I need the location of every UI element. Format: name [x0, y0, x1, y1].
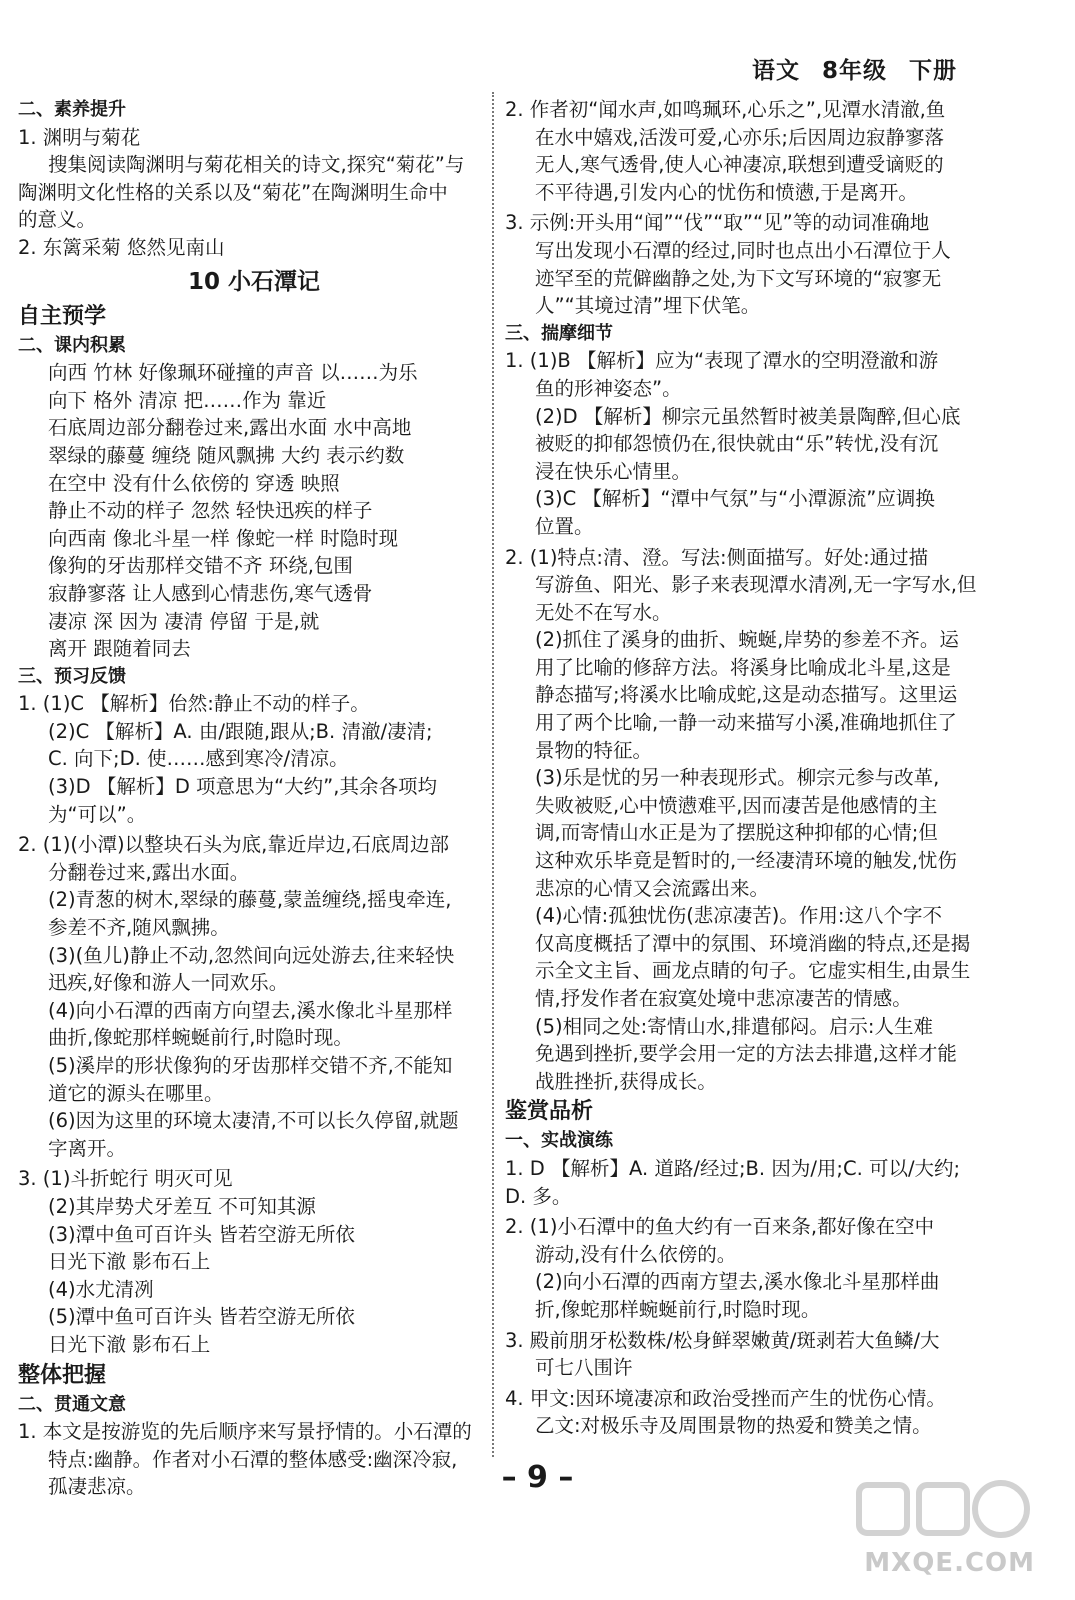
answer-line: 2. (1)小石潭中的鱼大约有一百来条,都好像在空中	[505, 1215, 935, 1239]
header-grade: 8年级	[821, 58, 887, 84]
answer-line: 位置。	[535, 514, 594, 538]
answer-line: (3)(鱼儿)静止不动,忽然间向远处游去,往来轻快	[48, 943, 455, 967]
answer-line: 为“可以”。	[48, 802, 147, 826]
answer-line: 特点:幽静。作者对小石潭的整体感受:幽深冷寂,	[48, 1447, 458, 1471]
answer-line: 不平待遇,引发内心的忧伤和愤懑,于是离开。	[535, 180, 918, 204]
header-volume: 下册	[909, 58, 957, 84]
answer-line: 1. (1)B 【解析】应为“表现了潭水的空明澄澈和游	[505, 349, 939, 373]
answer-line: 3. 示例:开头用“闻”“伐”“取”“见”等的动词准确地	[505, 211, 930, 235]
page-header	[730, 52, 957, 85]
answer-line: 写出发现小石潭的经过,同时也点出小石潭位于人	[535, 238, 951, 262]
answer-line: 这种欢乐毕竟是暂时的,一经凄清环境的触发,忧伤	[535, 849, 957, 873]
watermark-text: MXQE.COM	[864, 1548, 1035, 1578]
text-line: 像狗的牙齿那样交错不齐 环绕,包围	[48, 554, 353, 578]
answer-line: (5)溪岸的形状像狗的牙齿那样交错不齐,不能知	[48, 1054, 453, 1077]
header-subject: 语文	[751, 58, 800, 84]
answer-line: 战胜挫折,获得成长。	[535, 1069, 717, 1093]
answer-line: (3)乐是忧的另一种表现形式。柳宗元参与改革,	[535, 766, 940, 790]
answer-line: (3)D 【解析】D 项意思为“大约”,其余各项均	[48, 775, 437, 799]
answer-line: 折,像蛇那样蜿蜒前行,时隐时现。	[535, 1297, 821, 1321]
answer-line: 调,而寄情山水正是为了摆脱这种抑郁的心情;但	[535, 821, 938, 845]
answer-line: 4. 甲文:因环境凄凉和政治受挫而产生的忧伤心情。	[505, 1386, 946, 1410]
answer-line: 鱼的形神姿态”。	[535, 376, 682, 400]
left-column	[18, 96, 490, 1501]
answer-line: (2)C 【解析】A. 由/跟随,跟从;B. 清澈/凄清;	[48, 719, 433, 743]
right-column	[505, 96, 977, 1440]
answer-line: 在水中嬉戏,活泼可爱,心亦乐;后因周边寂静寥落	[535, 125, 944, 149]
section-heading: 一、实战演练	[505, 1130, 613, 1152]
answer-line: 无人,寒气透骨,使人心神凄凉,联想到遭受谪贬的	[535, 153, 944, 177]
answer-line: 写游鱼、阳光、影子来表现潭水清冽,无一字写水,但	[535, 573, 977, 597]
answer-line: (2)其岸势犬牙差互 不可知其源	[48, 1194, 316, 1218]
text-line: 凄凉 深 因为 凄清 停留 于是,就	[48, 609, 320, 633]
answer-line: 景物的特征。	[535, 738, 653, 762]
answer-line: 用了两个比喻,一静一动来描写小溪,准确地抓住了	[535, 711, 957, 735]
section-heading: 三、预习反馈	[18, 665, 126, 687]
answer-line: (4)向小石潭的西南方向望去,溪水像北斗星那样	[48, 998, 453, 1022]
answer-line: 道它的源头在哪里。	[48, 1081, 224, 1105]
answer-line: (5)潭中鱼可百许头 皆若空游无所依	[48, 1305, 355, 1329]
answer-line: 仅高度概括了潭中的氛围、环境消幽的特点,还是揭	[535, 931, 971, 955]
part-heading: 鉴赏品析	[505, 1099, 594, 1125]
answer-line: 日光下澈 影布石上	[48, 1250, 211, 1274]
answer-line: 游动,没有什么依傍的。	[535, 1242, 737, 1266]
text-line: 1. 渊明与菊花	[18, 125, 141, 149]
section-heading: 二、课内积累	[18, 334, 126, 356]
answer-line: 失败被贬,心中愤懑难平,因而凄苦是他感情的主	[535, 793, 938, 817]
text-line: 的意义。	[18, 208, 97, 232]
answer-line: 字离开。	[48, 1136, 127, 1160]
text-line: 搜集阅读陶渊明与菊花相关的诗文,探究“菊花”与	[48, 153, 465, 177]
answer-line: (3)C 【解析】“潭中气氛”与“小潭源流”应调换	[535, 487, 935, 511]
answer-line: 2. (1)特点:清、澄。写法:侧面描写。好处:通过描	[505, 545, 929, 569]
answer-line: 1. 本文是按游览的先后顺序来写景抒情的。小石潭的	[18, 1420, 472, 1444]
answer-line: 2. 作者初“闻水声,如鸣珮环,心乐之”,见潭水清澈,鱼	[505, 98, 946, 121]
answer-line: 3. (1)斗折蛇行 明灭可见	[18, 1167, 233, 1191]
answer-line: 情,抒发作者在寂寞处境中悲凉凄苦的情感。	[535, 987, 912, 1010]
answer-line: 人”“其境过清”埋下伏笔。	[535, 294, 761, 318]
text-line: 翠绿的藤蔓 缠绕 随风飘拂 大约 表示约数	[48, 443, 405, 467]
answer-line: 曲折,像蛇那样蜿蜒前行,时隐时现。	[48, 1026, 353, 1050]
answer-line: (2)向小石潭的西南方望去,溪水像北斗星那样曲	[535, 1270, 940, 1294]
text-line: 石底周边部分翻卷过来,露出水面 水中高地	[48, 416, 412, 440]
answer-line: 迹罕至的荒僻幽静之处,为下文写环境的“寂寥无	[535, 266, 942, 290]
answer-line: 分翻卷过来,露出水面。	[48, 860, 250, 884]
answer-line: 浸在快乐心情里。	[535, 459, 692, 483]
text-line: 向下 格外 清凉 把……作为 靠近	[48, 388, 327, 412]
column-divider	[492, 92, 494, 1457]
answer-line: 示全文主旨、画龙点睛的句子。它虚实相生,由景生	[535, 959, 971, 983]
answer-line: 静态描写;将溪水比喻成蛇,这是动态描写。这里运	[535, 683, 958, 707]
answer-line: 免遇到挫折,要学会用一定的方法去排遣,这样才能	[535, 1042, 957, 1066]
lesson-title: 10 小石潭记	[187, 268, 320, 295]
text-line: 静止不动的样子 忽然 轻快迅疾的样子	[48, 499, 373, 523]
answer-line: (2)抓住了溪身的曲折、蜿蜒,岸势的参差不齐。运	[535, 628, 959, 652]
answer-line: 无处不在写水。	[535, 600, 672, 624]
answer-line: 2. (1)(小潭)以整块石头为底,靠近岸边,石底周边部	[18, 833, 450, 857]
answer-line: 1. D 【解析】A. 道路/经过;B. 因为/用;C. 可以/大约;	[505, 1156, 961, 1180]
answer-line: D. 多。	[505, 1184, 572, 1208]
answer-line: (4)水尤清冽	[48, 1277, 154, 1301]
answer-line: 乙文:对极乐寺及周围景物的热爱和赞美之情。	[535, 1414, 932, 1438]
answer-line: (2)青葱的树木,翠绿的藤蔓,蒙盖缠绕,摇曳牵连,	[48, 888, 452, 912]
answer-line: 日光下澈 影布石上	[48, 1332, 211, 1356]
part-heading: 整体把握	[18, 1362, 107, 1388]
answer-line: 参差不齐,随风飘拂。	[48, 916, 230, 940]
answer-line: 孤凄悲凉。	[48, 1475, 146, 1499]
answer-line: 可七八围许	[535, 1356, 633, 1380]
page-number: – 9 –	[501, 1460, 574, 1495]
text-line: 离开 跟随着同去	[48, 637, 191, 661]
answer-line: 3. 殿前朋牙松数株/松身鲜翠嫩黄/斑剥若大鱼鳞/大	[505, 1328, 940, 1352]
answer-line: (4)心情:孤独忧伤(悲凉凄苦)。作用:这八个字不	[535, 904, 942, 928]
section-heading: 三、揣摩细节	[505, 322, 613, 344]
text-line: 向西 竹林 好像珮环碰撞的声音 以……为乐	[48, 361, 418, 385]
text-line: 陶渊明文化性格的关系以及“菊花”在陶渊明生命中	[18, 180, 448, 204]
answer-line: (3)潭中鱼可百许头 皆若空游无所依	[48, 1222, 355, 1246]
answer-line: 迅疾,好像和游人一同欢乐。	[48, 971, 289, 995]
section-heading: 二、贯通文意	[18, 1393, 126, 1415]
answer-line: 用了比喻的修辞方法。将溪身比喻成北斗星,这是	[535, 655, 951, 679]
answer-line: 被贬的抑郁怨愤仍在,很快就由“乐”转忧,没有沉	[535, 432, 939, 456]
section-heading: 二、素养提升	[18, 99, 126, 120]
text-line: 2. 东篱采菊 悠然见南山	[18, 235, 225, 259]
answer-line: 1. (1)C 【解析】佁然:静止不动的样子。	[18, 692, 370, 716]
text-line: 寂静寥落 让人感到心情悲伤,寒气透骨	[48, 581, 373, 605]
text-line: 向西南 像北斗星一样 像蛇一样 时隐时现	[48, 526, 399, 550]
answer-line: (2)D 【解析】柳宗元虽然暂时被美景陶醉,但心底	[535, 404, 961, 428]
answer-line: (6)因为这里的环境太凄清,不可以长久停留,就题	[48, 1109, 459, 1133]
text-line: 在空中 没有什么依傍的 穿透 映照	[48, 471, 340, 495]
answer-line: 悲凉的心情又会流露出来。	[535, 876, 770, 900]
answer-line: (5)相同之处:寄情山水,排遣郁闷。启示:人生难	[535, 1014, 933, 1038]
answer-line: C. 向下;D. 使……感到寒冷/清凉。	[48, 747, 349, 771]
part-heading: 自主预学	[18, 303, 107, 329]
